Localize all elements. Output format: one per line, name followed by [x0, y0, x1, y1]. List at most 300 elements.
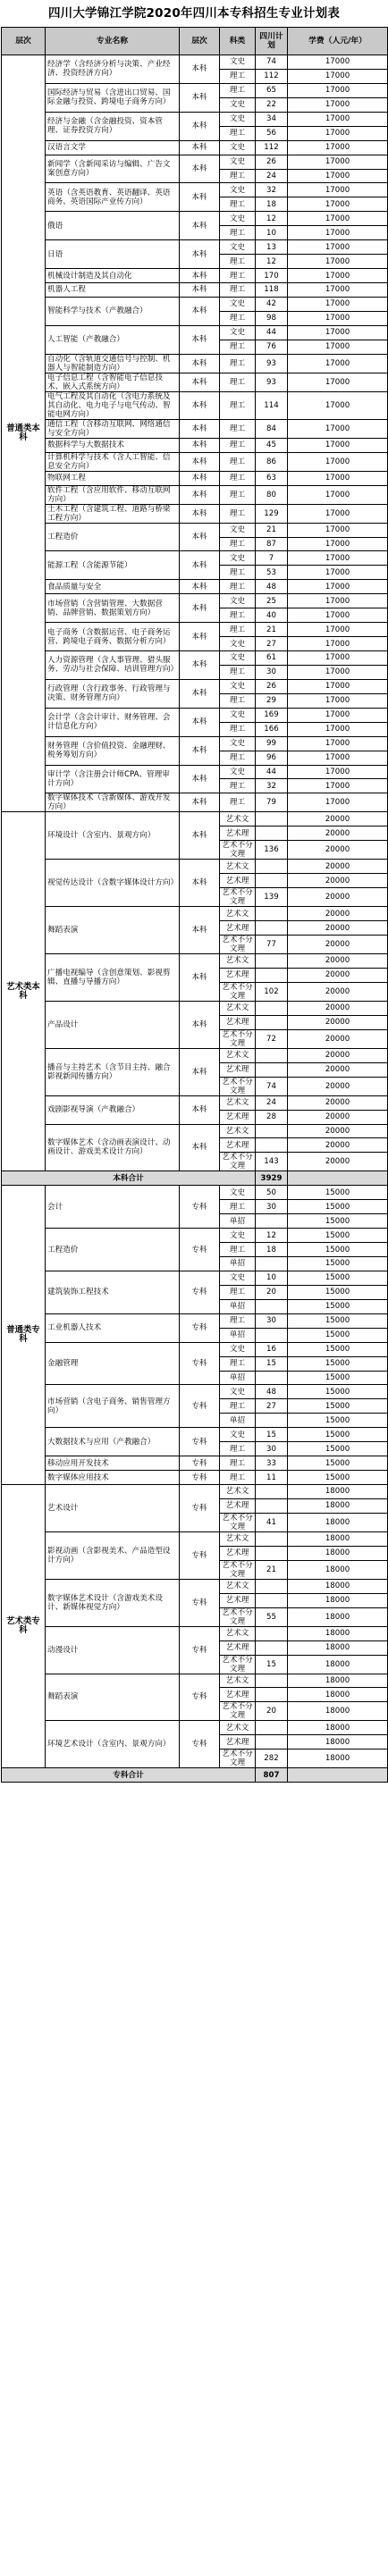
table-row — [2, 594, 388, 608]
category-cell: 理工 — [220, 485, 256, 504]
table-row — [2, 651, 388, 666]
category-cell: 理工 — [220, 255, 256, 269]
category-cell: 单招 — [220, 1328, 256, 1342]
category-cell: 文史 — [220, 1186, 256, 1200]
category-cell: 艺术文 — [220, 1124, 256, 1138]
quota-cell: 30 — [256, 1313, 288, 1328]
quota-cell: 7 — [256, 551, 288, 566]
quota-cell: 20 — [256, 1702, 288, 1721]
table-row — [2, 551, 388, 566]
category-cell: 理工 — [220, 623, 256, 637]
tuition-cell: 17000 — [288, 452, 388, 471]
major-name: 行政管理（含行政事务、行政管理与决策、财务管理方向） — [46, 679, 180, 708]
quota-cell: 12 — [256, 212, 288, 226]
tuition-cell: 15000 — [288, 1285, 388, 1299]
quota-cell: 96 — [256, 751, 288, 765]
quota-cell: 170 — [256, 269, 288, 283]
tuition-cell: 18000 — [288, 1655, 388, 1674]
major-name: 经济学（含经济分析与决策、产业经济、投资经济方向） — [46, 55, 180, 84]
level-cell: 专科 — [180, 1313, 220, 1342]
tuition-cell: 15000 — [288, 1342, 388, 1356]
table-row — [2, 240, 388, 255]
tuition-cell: 17000 — [288, 566, 388, 580]
major-name: 会计 — [46, 1186, 180, 1229]
category-cell: 理工 — [220, 69, 256, 83]
category-cell: 文史 — [220, 1229, 256, 1243]
level-cell: 专科 — [180, 1385, 220, 1428]
category-cell: 理工 — [220, 722, 256, 736]
tuition-cell: 20000 — [288, 812, 388, 827]
level-cell: 本科 — [180, 325, 220, 354]
quota-cell — [256, 1626, 288, 1640]
level-cell: 本科 — [180, 551, 220, 580]
category-cell: 文史 — [220, 679, 256, 693]
tuition-cell: 15000 — [288, 1371, 388, 1385]
quota-cell: 12 — [256, 255, 288, 269]
quota-cell — [256, 1001, 288, 1015]
level-cell: 本科 — [180, 183, 220, 212]
table-row — [2, 907, 388, 921]
category-cell: 理工 — [220, 452, 256, 471]
quota-cell: 34 — [256, 112, 288, 126]
major-name: 数字媒体应用技术 — [46, 1471, 180, 1485]
quota-cell: 15 — [256, 1356, 288, 1371]
category-cell: 文史 — [220, 155, 256, 169]
table-row — [2, 1579, 388, 1593]
table-row — [2, 708, 388, 722]
level-cell: 专科 — [180, 1471, 220, 1485]
quota-cell: 25 — [256, 594, 288, 608]
table-row — [2, 1342, 388, 1356]
tuition-cell: 18000 — [288, 1546, 388, 1560]
quota-cell: 79 — [256, 793, 288, 812]
tuition-cell: 18000 — [288, 1702, 388, 1721]
table-row — [2, 860, 388, 874]
quota-cell: 20 — [256, 1285, 288, 1299]
major-name: 电气工程及其自动化（含电力系统及其自动化、电力电子与电气传动、智能电网方向） — [46, 391, 180, 419]
category-cell: 艺术文 — [220, 1579, 256, 1593]
level-cell: 本科 — [180, 240, 220, 269]
major-name: 产品设计 — [46, 1001, 180, 1048]
category-cell: 理工 — [220, 1243, 256, 1257]
quota-cell: 93 — [256, 373, 288, 391]
category-cell: 艺术文 — [220, 907, 256, 921]
tuition-cell: 20000 — [288, 982, 388, 1001]
level-cell: 本科 — [180, 708, 220, 736]
level-cell: 本科 — [180, 812, 220, 860]
category-cell: 艺术理 — [220, 921, 256, 936]
category-cell: 理工 — [220, 1200, 256, 1214]
major-name: 机械设计制造及其自动化 — [46, 269, 180, 283]
tuition-cell: 20000 — [288, 954, 388, 969]
level-cell: 本科 — [180, 793, 220, 812]
category-cell: 艺术理 — [220, 1735, 256, 1749]
quota-cell: 30 — [256, 1200, 288, 1214]
category-cell: 单招 — [220, 1299, 256, 1313]
category-cell: 艺术不分文理 — [220, 841, 256, 860]
quota-cell: 48 — [256, 580, 288, 594]
quota-cell: 18 — [256, 1243, 288, 1257]
category-cell: 艺术文 — [220, 954, 256, 969]
tuition-cell: 15000 — [288, 1186, 388, 1200]
quota-cell: 74 — [256, 55, 288, 70]
category-cell: 理工 — [220, 169, 256, 183]
major-name: 土木工程（含建筑工程、道路与桥梁工程方向） — [46, 504, 180, 523]
enrollment-plan-table — [1, 27, 388, 1783]
category-cell: 理工 — [220, 373, 256, 391]
major-name: 工程造价 — [46, 523, 180, 551]
quota-cell: 44 — [256, 325, 288, 340]
quota-cell: 16 — [256, 1342, 288, 1356]
tuition-cell: 17000 — [288, 736, 388, 751]
level-cell: 本科 — [180, 485, 220, 504]
table-row — [2, 155, 388, 169]
category-cell: 理工 — [220, 1471, 256, 1485]
tuition-cell: 18000 — [288, 1674, 388, 1688]
group-label: 普通类专科 — [2, 1186, 46, 1485]
level-cell: 专科 — [180, 1456, 220, 1471]
tuition-cell: 20000 — [288, 888, 388, 907]
category-cell: 艺术不分文理 — [220, 936, 256, 954]
table-row — [2, 765, 388, 779]
category-cell: 理工 — [220, 269, 256, 283]
table-row — [2, 1385, 388, 1399]
quota-cell: 24 — [256, 169, 288, 183]
category-cell: 理工 — [220, 354, 256, 373]
table-row — [2, 736, 388, 751]
category-cell: 艺术理 — [220, 1498, 256, 1513]
tuition-cell: 17000 — [288, 255, 388, 269]
tuition-cell: 18000 — [288, 1607, 388, 1626]
tuition-cell: 15000 — [288, 1414, 388, 1428]
tuition-cell: 17000 — [288, 269, 388, 283]
category-cell: 文史 — [220, 240, 256, 255]
major-name: 工程造价 — [46, 1229, 180, 1271]
level-cell: 本科 — [180, 471, 220, 485]
category-cell: 理工 — [220, 1313, 256, 1328]
category-cell: 文史 — [220, 112, 256, 126]
table-row — [2, 812, 388, 827]
quota-cell: 61 — [256, 651, 288, 666]
category-cell: 文史 — [220, 55, 256, 70]
tuition-cell: 20000 — [288, 1153, 388, 1171]
category-cell: 理工 — [220, 608, 256, 623]
quota-cell — [256, 1735, 288, 1749]
level-cell: 本科 — [180, 438, 220, 452]
table-row — [2, 140, 388, 155]
level-cell: 本科 — [180, 523, 220, 551]
quota-cell — [256, 1138, 288, 1153]
category-cell: 文史 — [220, 212, 256, 226]
table-row — [2, 504, 388, 523]
major-name: 人力资源管理（含人事管理、猎头服务、劳动与社会保障、培训管理方向） — [46, 651, 180, 680]
level-cell: 本科 — [180, 580, 220, 594]
major-name: 财务管理（含价值投资、金融理财、税务筹划方向） — [46, 736, 180, 765]
quota-cell: 77 — [256, 936, 288, 954]
tuition-cell: 17000 — [288, 438, 388, 452]
major-name: 审计学（含注册会计师CPA、管理审计方向） — [46, 765, 180, 793]
tuition-cell: 18000 — [288, 1513, 388, 1531]
tuition-cell: 20000 — [288, 1124, 388, 1138]
level-cell: 本科 — [180, 112, 220, 140]
major-name: 计算机科学与技术（含人工智能、信息安全方向） — [46, 452, 180, 471]
level-cell: 本科 — [180, 140, 220, 155]
major-name: 会计学（含会计审计、财务管理、会计信息化方向） — [46, 708, 180, 736]
major-name: 市场营销（含营销管理、大数据营销、品牌营销、数据策划方向） — [46, 594, 180, 623]
tuition-cell: 17000 — [288, 197, 388, 212]
tuition-cell: 17000 — [288, 608, 388, 623]
total-row — [2, 1768, 388, 1783]
category-cell: 理工 — [220, 566, 256, 580]
tuition-cell: 17000 — [288, 140, 388, 155]
quota-cell: 29 — [256, 693, 288, 708]
header-cell: 专业名称 — [46, 28, 180, 55]
major-name: 软件工程（含应用软件、移动互联网方向） — [46, 485, 180, 504]
tuition-cell: 17000 — [288, 155, 388, 169]
level-cell: 本科 — [180, 860, 220, 907]
table-row — [2, 580, 388, 594]
quota-cell: 102 — [256, 982, 288, 1001]
table-row — [2, 1674, 388, 1688]
tuition-cell: 18000 — [288, 1579, 388, 1593]
table-row — [2, 523, 388, 537]
tuition-cell: 20000 — [288, 968, 388, 982]
category-cell: 文史 — [220, 594, 256, 608]
tuition-cell: 17000 — [288, 679, 388, 693]
category-cell: 艺术文 — [220, 1674, 256, 1688]
table-row — [2, 297, 388, 311]
quota-cell: 76 — [256, 340, 288, 354]
major-name: 汉语言文学 — [46, 140, 180, 155]
major-name: 英语（含英语教育、英语翻译、英语商务、英语国际产业传方向） — [46, 183, 180, 212]
quota-cell: 118 — [256, 283, 288, 298]
table-row — [2, 1485, 388, 1499]
tuition-cell: 17000 — [288, 779, 388, 793]
major-name: 经济与金融（含金融投资、资本管理、证券投资方向） — [46, 112, 180, 140]
category-cell: 理工 — [220, 283, 256, 298]
tuition-cell: 20000 — [288, 1138, 388, 1153]
category-cell: 艺术文 — [220, 1048, 256, 1062]
level-cell: 专科 — [180, 1531, 220, 1579]
tuition-cell: 18000 — [288, 1531, 388, 1546]
table-row — [2, 391, 388, 419]
tuition-cell: 17000 — [288, 419, 388, 438]
level-cell: 专科 — [180, 1485, 220, 1532]
category-cell: 文史 — [220, 183, 256, 197]
tuition-cell: 18000 — [288, 1688, 388, 1702]
major-name: 视觉传达设计（含数字媒体设计方向） — [46, 860, 180, 907]
major-name: 电子商务（含数据运营、电子商务运营、跨境电子商务、数据分析方向） — [46, 623, 180, 651]
table-row — [2, 112, 388, 126]
quota-cell: 30 — [256, 1442, 288, 1456]
quota-cell: 12 — [256, 1229, 288, 1243]
table-row — [2, 1229, 388, 1243]
tuition-cell: 20000 — [288, 936, 388, 954]
header-cell: 层次 — [180, 28, 220, 55]
table-row — [2, 1428, 388, 1442]
tuition-cell: 15000 — [288, 1356, 388, 1371]
quota-cell: 136 — [256, 841, 288, 860]
tuition-cell: 15000 — [288, 1313, 388, 1328]
major-name: 广播电视编导（含创意策划、影视剪辑、直播与导播方向） — [46, 954, 180, 1002]
tuition-cell: 15000 — [288, 1442, 388, 1456]
major-name: 能源工程（含能源节能） — [46, 551, 180, 580]
tuition-cell: 17000 — [288, 765, 388, 779]
quota-cell: 15 — [256, 1428, 288, 1442]
quota-cell — [256, 1015, 288, 1029]
category-cell: 艺术文 — [220, 1626, 256, 1640]
header-cell: 科类 — [220, 28, 256, 55]
table-row — [2, 793, 388, 812]
tuition-cell: 20000 — [288, 841, 388, 860]
category-cell: 单招 — [220, 1371, 256, 1385]
tuition-cell: 17000 — [288, 637, 388, 651]
table-row — [2, 183, 388, 197]
quota-cell — [256, 1498, 288, 1513]
category-cell: 艺术文 — [220, 1485, 256, 1499]
level-cell: 本科 — [180, 452, 220, 471]
quota-cell: 32 — [256, 779, 288, 793]
category-cell: 文史 — [220, 1271, 256, 1285]
table-row — [2, 83, 388, 97]
level-cell: 本科 — [180, 736, 220, 765]
category-cell: 文史 — [220, 297, 256, 311]
category-cell: 艺术理 — [220, 1138, 256, 1153]
level-cell: 本科 — [180, 155, 220, 183]
table-row — [2, 55, 388, 70]
category-cell: 文史 — [220, 637, 256, 651]
tuition-cell: 18000 — [288, 1721, 388, 1735]
tuition-cell: 20000 — [288, 1029, 388, 1048]
major-name: 金融管理 — [46, 1342, 180, 1385]
quota-cell: 26 — [256, 679, 288, 693]
quota-cell — [256, 874, 288, 888]
quota-cell: 143 — [256, 1153, 288, 1171]
table-header-row — [2, 28, 388, 55]
level-cell: 本科 — [180, 594, 220, 623]
tuition-cell: 17000 — [288, 283, 388, 298]
category-cell: 艺术不分文理 — [220, 982, 256, 1001]
category-cell: 艺术理 — [220, 1062, 256, 1077]
table-row — [2, 283, 388, 298]
category-cell: 艺术不分文理 — [220, 1607, 256, 1626]
major-name: 艺术设计 — [46, 1485, 180, 1532]
tuition-cell: 17000 — [288, 325, 388, 340]
level-cell: 本科 — [180, 954, 220, 1002]
level-cell: 本科 — [180, 504, 220, 523]
tuition-cell: 17000 — [288, 112, 388, 126]
tuition-cell: 17000 — [288, 793, 388, 812]
quota-cell: 86 — [256, 452, 288, 471]
tuition-cell: 20000 — [288, 874, 388, 888]
major-name: 大数据技术与应用（产教融合） — [46, 1428, 180, 1456]
quota-cell — [256, 1531, 288, 1546]
category-cell: 艺术不分文理 — [220, 888, 256, 907]
category-cell: 艺术不分文理 — [220, 1560, 256, 1579]
major-name: 食品质量与安全 — [46, 580, 180, 594]
tuition-cell: 17000 — [288, 485, 388, 504]
table-row — [2, 954, 388, 969]
level-cell: 本科 — [180, 1124, 220, 1171]
tuition-cell: 20000 — [288, 1015, 388, 1029]
quota-cell: 114 — [256, 391, 288, 419]
category-cell: 理工 — [220, 504, 256, 523]
major-name: 人工智能（产教融合） — [46, 325, 180, 354]
category-cell: 理工 — [220, 197, 256, 212]
tuition-cell: 17000 — [288, 311, 388, 325]
category-cell: 理工 — [220, 1285, 256, 1299]
major-name: 市场营销（含电子商务、销售管理方向） — [46, 1385, 180, 1428]
tuition-cell: 17000 — [288, 651, 388, 666]
major-name: 移动应用开发技术 — [46, 1456, 180, 1471]
table-row — [2, 325, 388, 340]
category-cell: 艺术理 — [220, 874, 256, 888]
level-cell: 本科 — [180, 1001, 220, 1048]
quota-cell — [256, 907, 288, 921]
tuition-cell: 17000 — [288, 665, 388, 679]
quota-cell: 80 — [256, 485, 288, 504]
major-name: 自动化（含轨道交通信号与控制、机器人与智能制造方向） — [46, 354, 180, 373]
level-cell: 本科 — [180, 269, 220, 283]
quota-cell: 15 — [256, 1655, 288, 1674]
tuition-cell: 15000 — [288, 1243, 388, 1257]
table-row — [2, 679, 388, 693]
level-cell: 本科 — [180, 297, 220, 325]
table-row — [2, 438, 388, 452]
major-name: 数字媒体艺术（含动画表演设计、动画设计、游戏美术设计方向） — [46, 1124, 180, 1171]
quota-cell: 65 — [256, 83, 288, 97]
category-cell: 文史 — [220, 1385, 256, 1399]
level-cell: 本科 — [180, 391, 220, 419]
tuition-cell: 20000 — [288, 1048, 388, 1062]
tuition-cell: 15000 — [288, 1385, 388, 1399]
category-cell: 理工 — [220, 1442, 256, 1456]
tuition-cell: 18000 — [288, 1640, 388, 1655]
quota-cell — [256, 1688, 288, 1702]
tuition-cell: 17000 — [288, 83, 388, 97]
table-row — [2, 471, 388, 485]
major-name: 环境设计（含室内、景观方向） — [46, 812, 180, 860]
level-cell: 本科 — [180, 419, 220, 438]
tuition-cell: 17000 — [288, 580, 388, 594]
category-cell: 理工 — [220, 419, 256, 438]
quota-cell — [256, 1485, 288, 1499]
major-name: 通信工程（含移动互联网、网络通信与安全方向） — [46, 419, 180, 438]
quota-cell: 40 — [256, 608, 288, 623]
level-cell: 本科 — [180, 1048, 220, 1095]
table-row — [2, 419, 388, 438]
quota-cell: 55 — [256, 1607, 288, 1626]
quota-cell — [256, 1414, 288, 1428]
quota-cell: 45 — [256, 438, 288, 452]
category-cell: 理工 — [220, 471, 256, 485]
category-cell: 艺术不分文理 — [220, 1655, 256, 1674]
level-cell: 专科 — [180, 1186, 220, 1229]
category-cell: 理工 — [220, 580, 256, 594]
category-cell: 单招 — [220, 1414, 256, 1428]
quota-cell: 112 — [256, 69, 288, 83]
tuition-cell: 17000 — [288, 169, 388, 183]
quota-cell: 24 — [256, 1095, 288, 1110]
quota-cell: 22 — [256, 97, 288, 112]
tuition-cell: 20000 — [288, 1062, 388, 1077]
category-cell: 理工 — [220, 126, 256, 140]
table-row — [2, 623, 388, 637]
quota-cell — [256, 1299, 288, 1313]
category-cell: 艺术文 — [220, 1531, 256, 1546]
quota-cell — [256, 1214, 288, 1229]
level-cell: 本科 — [180, 651, 220, 680]
